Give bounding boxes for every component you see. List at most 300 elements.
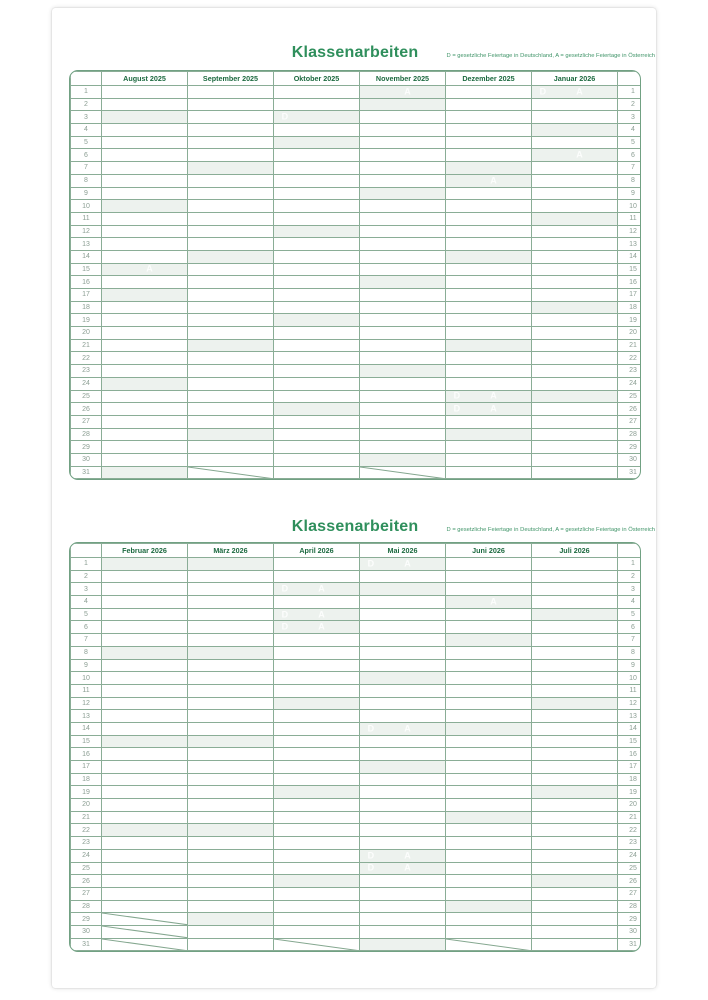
day-number-right: 2 bbox=[618, 98, 642, 111]
day-cell bbox=[446, 672, 532, 685]
day-row bbox=[71, 824, 642, 837]
day-number-left: 2 bbox=[71, 570, 102, 583]
day-number-left: 29 bbox=[71, 441, 102, 454]
day-number-left: 1 bbox=[71, 86, 102, 99]
day-cell bbox=[102, 608, 188, 621]
day-number-left: 21 bbox=[71, 339, 102, 352]
day-cell bbox=[188, 608, 274, 621]
day-cell bbox=[446, 162, 532, 175]
day-cell bbox=[360, 428, 446, 441]
day-cell bbox=[532, 621, 618, 634]
day-cell bbox=[274, 672, 360, 685]
day-number-right: 30 bbox=[618, 453, 642, 466]
day-cell bbox=[446, 339, 532, 352]
day-cell bbox=[188, 149, 274, 162]
day-cell bbox=[360, 390, 446, 403]
day-cell bbox=[102, 377, 188, 390]
no-such-day-diagonal bbox=[102, 926, 187, 938]
day-row bbox=[71, 111, 642, 124]
day-cell bbox=[274, 938, 360, 951]
day-cell bbox=[188, 684, 274, 697]
day-cell bbox=[274, 250, 360, 263]
day-cell bbox=[532, 225, 618, 238]
day-cell bbox=[532, 187, 618, 200]
day-cell bbox=[360, 377, 446, 390]
day-number-left: 30 bbox=[71, 453, 102, 466]
day-cell bbox=[188, 466, 274, 479]
planner-page-second-half bbox=[69, 518, 655, 952]
day-cell bbox=[360, 710, 446, 723]
holiday-letter-germany: D bbox=[281, 621, 289, 632]
day-cell bbox=[274, 390, 360, 403]
title-row bbox=[69, 518, 655, 536]
day-cell bbox=[102, 403, 188, 416]
day-row bbox=[71, 913, 642, 926]
day-row bbox=[71, 327, 642, 340]
day-number-right: 5 bbox=[618, 136, 642, 149]
month-header: April 2026 bbox=[274, 544, 360, 558]
day-cell bbox=[188, 773, 274, 786]
day-cell bbox=[274, 570, 360, 583]
day-cell bbox=[188, 646, 274, 659]
day-cell bbox=[446, 875, 532, 888]
holiday-letter-germany: D bbox=[367, 558, 375, 569]
day-row bbox=[71, 862, 642, 875]
day-number-right: 9 bbox=[618, 659, 642, 672]
planner-page-first-half bbox=[69, 44, 655, 480]
day-cell bbox=[532, 466, 618, 479]
month-header: August 2025 bbox=[102, 72, 188, 86]
day-cell bbox=[274, 339, 360, 352]
day-cell bbox=[446, 697, 532, 710]
holiday-letter-germany: D bbox=[281, 609, 289, 620]
day-number-right: 18 bbox=[618, 301, 642, 314]
day-cell bbox=[446, 441, 532, 454]
day-cell bbox=[532, 875, 618, 888]
day-column-header bbox=[618, 544, 642, 558]
day-cell bbox=[532, 722, 618, 735]
day-cell bbox=[274, 149, 360, 162]
day-number-left: 31 bbox=[71, 466, 102, 479]
day-cell bbox=[274, 453, 360, 466]
day-cell bbox=[102, 913, 188, 926]
day-cell bbox=[274, 925, 360, 938]
day-number-left: 12 bbox=[71, 697, 102, 710]
month-header: Februar 2026 bbox=[102, 544, 188, 558]
day-number-left: 5 bbox=[71, 136, 102, 149]
day-cell bbox=[360, 250, 446, 263]
day-cell bbox=[102, 162, 188, 175]
day-number-right: 26 bbox=[618, 403, 642, 416]
day-number-left: 22 bbox=[71, 352, 102, 365]
day-row bbox=[71, 390, 642, 403]
day-cell bbox=[360, 174, 446, 187]
day-cell bbox=[102, 875, 188, 888]
month-header: März 2026 bbox=[188, 544, 274, 558]
day-number-left: 18 bbox=[71, 301, 102, 314]
day-cell bbox=[188, 162, 274, 175]
day-cell bbox=[274, 824, 360, 837]
day-cell bbox=[532, 824, 618, 837]
day-number-left: 11 bbox=[71, 212, 102, 225]
day-number-right: 7 bbox=[618, 634, 642, 647]
day-number-right: 10 bbox=[618, 200, 642, 213]
day-cell bbox=[188, 200, 274, 213]
day-number-right: 7 bbox=[618, 162, 642, 175]
day-number-right: 12 bbox=[618, 697, 642, 710]
day-cell bbox=[532, 558, 618, 571]
day-row bbox=[71, 403, 642, 416]
day-cell bbox=[360, 913, 446, 926]
day-number-right: 21 bbox=[618, 339, 642, 352]
day-cell bbox=[360, 799, 446, 812]
day-number-left: 24 bbox=[71, 377, 102, 390]
day-number-left: 10 bbox=[71, 200, 102, 213]
day-number-left: 26 bbox=[71, 403, 102, 416]
day-cell bbox=[446, 786, 532, 799]
day-cell bbox=[446, 735, 532, 748]
day-cell bbox=[446, 250, 532, 263]
day-cell bbox=[274, 558, 360, 571]
day-cell bbox=[360, 875, 446, 888]
month-header: November 2025 bbox=[360, 72, 446, 86]
day-cell bbox=[188, 862, 274, 875]
day-cell bbox=[446, 238, 532, 251]
no-such-day-diagonal bbox=[188, 467, 273, 479]
day-cell bbox=[446, 684, 532, 697]
day-number-right: 25 bbox=[618, 862, 642, 875]
day-number-right: 12 bbox=[618, 225, 642, 238]
day-cell bbox=[102, 634, 188, 647]
day-row bbox=[71, 276, 642, 289]
day-cell bbox=[446, 365, 532, 378]
day-row bbox=[71, 238, 642, 251]
day-cell bbox=[446, 837, 532, 850]
day-cell bbox=[274, 162, 360, 175]
day-cell bbox=[532, 301, 618, 314]
day-cell bbox=[274, 428, 360, 441]
day-cell bbox=[102, 824, 188, 837]
day-number-right: 21 bbox=[618, 811, 642, 824]
day-cell bbox=[360, 263, 446, 276]
day-row bbox=[71, 428, 642, 441]
holiday-letter-germany: D bbox=[281, 111, 289, 122]
day-cell bbox=[446, 390, 532, 403]
day-cell bbox=[446, 212, 532, 225]
day-cell bbox=[360, 824, 446, 837]
day-cell bbox=[360, 136, 446, 149]
day-row bbox=[71, 174, 642, 187]
day-cell bbox=[360, 596, 446, 609]
day-cell bbox=[188, 875, 274, 888]
day-cell bbox=[102, 900, 188, 913]
day-number-left: 6 bbox=[71, 621, 102, 634]
day-number-right: 23 bbox=[618, 837, 642, 850]
holiday-letter-austria: A bbox=[404, 862, 411, 873]
day-cell bbox=[188, 441, 274, 454]
day-cell bbox=[360, 441, 446, 454]
day-cell bbox=[274, 365, 360, 378]
day-number-right: 19 bbox=[618, 314, 642, 327]
day-cell bbox=[446, 314, 532, 327]
calendar-table-aug2025-jan2026 bbox=[69, 70, 641, 480]
day-cell bbox=[274, 748, 360, 761]
day-cell bbox=[102, 86, 188, 99]
day-cell bbox=[532, 837, 618, 850]
day-cell bbox=[188, 352, 274, 365]
day-cell bbox=[274, 837, 360, 850]
day-cell bbox=[102, 786, 188, 799]
day-cell bbox=[274, 887, 360, 900]
day-cell bbox=[360, 697, 446, 710]
day-cell bbox=[188, 301, 274, 314]
day-cell bbox=[532, 735, 618, 748]
day-cell bbox=[188, 799, 274, 812]
day-cell bbox=[446, 748, 532, 761]
day-number-right: 28 bbox=[618, 428, 642, 441]
holiday-letter-austria: A bbox=[576, 86, 583, 97]
day-cell bbox=[102, 250, 188, 263]
day-row bbox=[71, 875, 642, 888]
day-row bbox=[71, 735, 642, 748]
day-cell bbox=[532, 925, 618, 938]
month-header: September 2025 bbox=[188, 72, 274, 86]
day-cell bbox=[274, 212, 360, 225]
day-number-left: 14 bbox=[71, 722, 102, 735]
day-cell bbox=[274, 301, 360, 314]
day-cell bbox=[446, 124, 532, 137]
holiday-letter-austria: A bbox=[318, 621, 325, 632]
day-cell bbox=[446, 466, 532, 479]
day-cell bbox=[188, 761, 274, 774]
day-cell bbox=[446, 646, 532, 659]
day-cell bbox=[532, 415, 618, 428]
no-such-day-diagonal bbox=[102, 939, 187, 951]
day-number-left: 17 bbox=[71, 289, 102, 302]
day-number-right: 13 bbox=[618, 710, 642, 723]
day-cell bbox=[532, 339, 618, 352]
day-cell bbox=[274, 875, 360, 888]
day-row bbox=[71, 900, 642, 913]
day-number-right: 24 bbox=[618, 377, 642, 390]
day-number-right: 14 bbox=[618, 250, 642, 263]
day-number-left: 3 bbox=[71, 111, 102, 124]
day-cell bbox=[532, 390, 618, 403]
day-cell bbox=[532, 276, 618, 289]
day-number-left: 8 bbox=[71, 646, 102, 659]
day-row bbox=[71, 339, 642, 352]
day-row bbox=[71, 263, 642, 276]
day-number-right: 2 bbox=[618, 570, 642, 583]
day-cell bbox=[102, 327, 188, 340]
day-number-left: 15 bbox=[71, 263, 102, 276]
day-number-left: 23 bbox=[71, 837, 102, 850]
day-number-right: 13 bbox=[618, 238, 642, 251]
day-cell bbox=[446, 938, 532, 951]
day-number-left: 28 bbox=[71, 428, 102, 441]
day-cell bbox=[446, 86, 532, 99]
day-cell bbox=[446, 621, 532, 634]
day-row bbox=[71, 786, 642, 799]
day-number-right: 16 bbox=[618, 748, 642, 761]
day-number-right: 3 bbox=[618, 111, 642, 124]
holiday-letter-germany: D bbox=[453, 403, 461, 414]
day-number-right: 15 bbox=[618, 735, 642, 748]
day-cell bbox=[188, 390, 274, 403]
day-cell bbox=[188, 403, 274, 416]
day-cell bbox=[360, 608, 446, 621]
day-cell bbox=[188, 887, 274, 900]
day-cell bbox=[188, 672, 274, 685]
day-number-right: 9 bbox=[618, 187, 642, 200]
holiday-letter-austria: A bbox=[404, 723, 411, 734]
day-number-right: 19 bbox=[618, 786, 642, 799]
day-number-left: 24 bbox=[71, 849, 102, 862]
day-cell bbox=[532, 900, 618, 913]
day-cell bbox=[102, 149, 188, 162]
day-cell bbox=[102, 136, 188, 149]
day-row bbox=[71, 722, 642, 735]
day-cell bbox=[360, 225, 446, 238]
day-row bbox=[71, 225, 642, 238]
day-cell bbox=[446, 225, 532, 238]
calendar-grid bbox=[70, 543, 641, 951]
day-cell bbox=[274, 849, 360, 862]
day-cell bbox=[360, 748, 446, 761]
day-row bbox=[71, 365, 642, 378]
day-cell bbox=[188, 377, 274, 390]
day-cell bbox=[446, 583, 532, 596]
day-number-right: 4 bbox=[618, 596, 642, 609]
day-row bbox=[71, 162, 642, 175]
day-number-right: 10 bbox=[618, 672, 642, 685]
day-cell bbox=[360, 672, 446, 685]
day-cell bbox=[446, 428, 532, 441]
day-cell bbox=[102, 111, 188, 124]
day-cell bbox=[446, 352, 532, 365]
day-cell bbox=[188, 938, 274, 951]
day-cell bbox=[446, 301, 532, 314]
day-cell bbox=[274, 761, 360, 774]
day-row bbox=[71, 453, 642, 466]
day-cell bbox=[360, 837, 446, 850]
day-number-right: 24 bbox=[618, 849, 642, 862]
day-cell bbox=[360, 773, 446, 786]
day-number-left: 31 bbox=[71, 938, 102, 951]
day-cell bbox=[446, 98, 532, 111]
day-row bbox=[71, 621, 642, 634]
day-cell bbox=[274, 187, 360, 200]
day-cell bbox=[274, 786, 360, 799]
day-cell bbox=[360, 98, 446, 111]
day-row bbox=[71, 672, 642, 685]
day-row bbox=[71, 98, 642, 111]
day-cell bbox=[446, 925, 532, 938]
day-cell bbox=[188, 596, 274, 609]
day-cell bbox=[532, 773, 618, 786]
day-cell bbox=[532, 136, 618, 149]
day-cell bbox=[532, 98, 618, 111]
day-cell bbox=[102, 570, 188, 583]
day-cell bbox=[446, 327, 532, 340]
day-cell bbox=[102, 365, 188, 378]
day-cell bbox=[188, 238, 274, 251]
day-cell bbox=[446, 558, 532, 571]
day-cell bbox=[274, 659, 360, 672]
day-row bbox=[71, 136, 642, 149]
day-cell bbox=[532, 862, 618, 875]
day-cell bbox=[274, 913, 360, 926]
holiday-letter-austria: A bbox=[490, 175, 497, 186]
holiday-letter-austria: A bbox=[490, 596, 497, 607]
day-cell bbox=[102, 225, 188, 238]
day-number-left: 20 bbox=[71, 799, 102, 812]
page-title: Klassenarbeiten bbox=[291, 44, 419, 61]
day-cell bbox=[446, 149, 532, 162]
day-cell bbox=[102, 837, 188, 850]
day-cell bbox=[532, 314, 618, 327]
day-cell bbox=[446, 913, 532, 926]
day-cell bbox=[188, 86, 274, 99]
day-number-left: 14 bbox=[71, 250, 102, 263]
day-cell bbox=[360, 583, 446, 596]
day-cell bbox=[102, 263, 188, 276]
day-row bbox=[71, 748, 642, 761]
day-cell bbox=[532, 799, 618, 812]
day-cell bbox=[532, 149, 618, 162]
day-cell bbox=[188, 263, 274, 276]
day-number-right: 11 bbox=[618, 212, 642, 225]
day-cell bbox=[274, 697, 360, 710]
day-cell bbox=[102, 672, 188, 685]
day-column-header bbox=[618, 72, 642, 86]
day-number-left: 15 bbox=[71, 735, 102, 748]
day-number-left: 12 bbox=[71, 225, 102, 238]
calendar-table-feb2026-jul2026 bbox=[69, 542, 641, 952]
day-cell bbox=[274, 735, 360, 748]
month-header: Mai 2026 bbox=[360, 544, 446, 558]
day-number-left: 13 bbox=[71, 710, 102, 723]
day-cell bbox=[188, 453, 274, 466]
day-cell bbox=[102, 390, 188, 403]
day-cell bbox=[188, 659, 274, 672]
day-number-right: 27 bbox=[618, 887, 642, 900]
day-cell bbox=[274, 263, 360, 276]
calendar-grid bbox=[70, 71, 641, 479]
day-cell bbox=[274, 722, 360, 735]
day-row bbox=[71, 149, 642, 162]
day-cell bbox=[274, 900, 360, 913]
day-cell bbox=[274, 314, 360, 327]
day-cell bbox=[188, 124, 274, 137]
day-number-left: 9 bbox=[71, 187, 102, 200]
holiday-letter-austria: A bbox=[146, 263, 153, 274]
day-row bbox=[71, 583, 642, 596]
day-number-left: 17 bbox=[71, 761, 102, 774]
holiday-letter-germany: D bbox=[281, 583, 289, 594]
day-cell bbox=[188, 250, 274, 263]
day-cell bbox=[360, 786, 446, 799]
day-cell bbox=[532, 200, 618, 213]
day-cell bbox=[188, 98, 274, 111]
day-cell bbox=[188, 811, 274, 824]
day-number-right: 3 bbox=[618, 583, 642, 596]
day-number-right: 31 bbox=[618, 938, 642, 951]
day-cell bbox=[532, 659, 618, 672]
day-cell bbox=[532, 403, 618, 416]
day-cell bbox=[102, 862, 188, 875]
holiday-legend: D = gesetzliche Feiertage in Deutschland, A = gesetzliche Feiertage in Österreich bbox=[446, 53, 655, 59]
